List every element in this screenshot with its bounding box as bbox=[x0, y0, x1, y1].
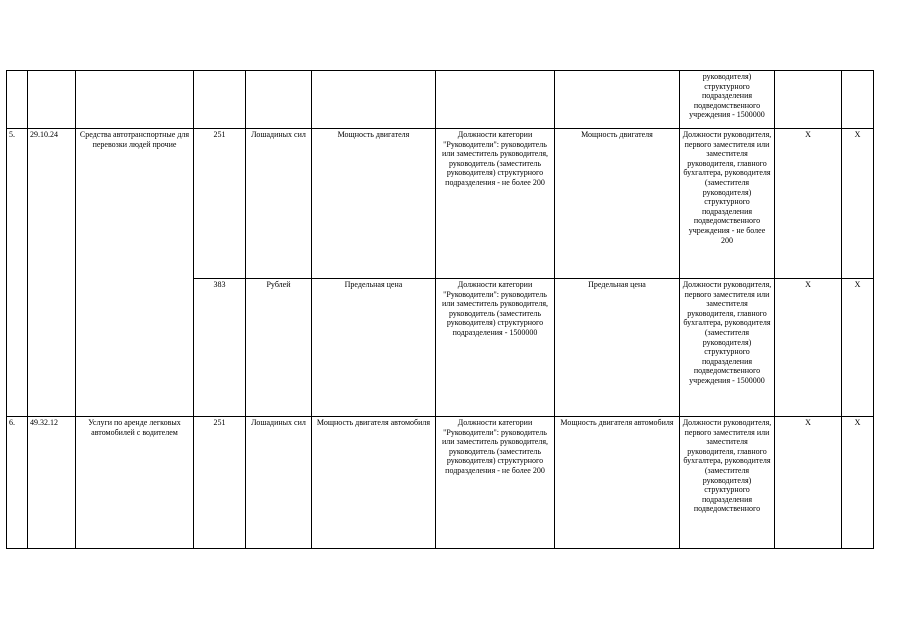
table-row-continuation bbox=[7, 71, 874, 129]
cell-x-mark: X bbox=[842, 417, 874, 549]
cell-okei-code: 251 bbox=[194, 417, 246, 549]
cell-x-mark: X bbox=[842, 129, 874, 279]
cell-row-number: 5. bbox=[7, 129, 28, 417]
cell-value: Должности категории "Руководители": руководитель или заместитель руководителя, руководитель (заместитель руководителя) структурного подразделения - 1500000 bbox=[436, 279, 555, 417]
cell-empty bbox=[246, 71, 312, 129]
cell-empty bbox=[436, 71, 555, 129]
cell-officials-value: руководителя) структурного подразделения подведомственного учреждения - 1500000 bbox=[680, 71, 775, 129]
cell-unit: Рублей bbox=[246, 279, 312, 417]
table-row-6 bbox=[7, 417, 874, 549]
cell-characteristic: Мощность двигателя автомобиля bbox=[312, 417, 436, 549]
cell-okpd-code: 29.10.24 bbox=[28, 129, 76, 417]
cell-characteristic: Предельная цена bbox=[312, 279, 436, 417]
cell-unit: Лошадиных сил bbox=[246, 417, 312, 549]
cell-characteristic: Мощность двигателя bbox=[555, 129, 680, 279]
cell-value: Должности категории "Руководители": руководитель или заместитель руководителя, руководитель (заместитель руководителя) структурного подразделения - не более 200 bbox=[436, 417, 555, 549]
cell-x-mark: X bbox=[842, 279, 874, 417]
table-row-5a bbox=[7, 129, 874, 279]
cell-item-name: Услуги по аренде легковых автомобилей с водителем bbox=[76, 417, 194, 549]
cell-x-mark: X bbox=[775, 279, 842, 417]
cell-okpd-code: 49.32.12 bbox=[28, 417, 76, 549]
cell-empty bbox=[312, 71, 436, 129]
cell-empty bbox=[7, 71, 28, 129]
cell-empty bbox=[28, 71, 76, 129]
cell-okei-code: 251 bbox=[194, 129, 246, 279]
cell-okei-code: 383 bbox=[194, 279, 246, 417]
cell-item-name: Средства автотранспортные для перевозки людей прочие bbox=[76, 129, 194, 417]
cell-officials-value: Должности руководителя, первого заместителя или заместителя руководителя, главного бухгалтера, руководителя (заместителя руководителя) структурного подразделения подведомственного bbox=[680, 417, 775, 549]
cell-officials-value: Должности руководителя, первого заместителя или заместителя руководителя, главного бухгалтера, руководителя (заместителя руководителя) структурного подразделения подведомственного учреждения - не более 200 bbox=[680, 129, 775, 279]
cell-x-mark: X bbox=[775, 417, 842, 549]
cell-characteristic: Мощность двигателя bbox=[312, 129, 436, 279]
cell-characteristic: Мощность двигателя автомобиля bbox=[555, 417, 680, 549]
cell-officials-value: Должности руководителя, первого заместителя или заместителя руководителя, главного бухгалтера, руководителя (заместителя руководителя) структурного подразделения подведомственного учреждения - 1500000 bbox=[680, 279, 775, 417]
cell-empty bbox=[194, 71, 246, 129]
cell-value: Должности категории "Руководители": руководитель или заместитель руководителя, руководитель (заместитель руководителя) структурного подразделения - не более 200 bbox=[436, 129, 555, 279]
cell-row-number: 6. bbox=[7, 417, 28, 549]
cell-characteristic: Предельная цена bbox=[555, 279, 680, 417]
cell-empty bbox=[775, 71, 842, 129]
cell-unit: Лошадиных сил bbox=[246, 129, 312, 279]
cell-x-mark: X bbox=[775, 129, 842, 279]
cell-empty bbox=[842, 71, 874, 129]
requirements-table bbox=[6, 70, 874, 549]
cell-empty bbox=[76, 71, 194, 129]
cell-empty bbox=[555, 71, 680, 129]
